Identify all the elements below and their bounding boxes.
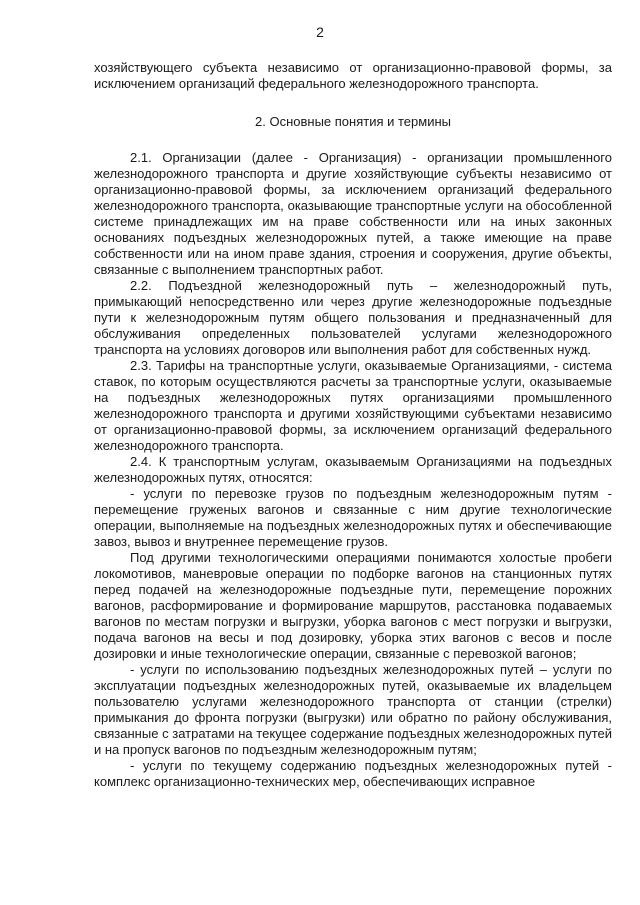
list-item-track-usage: - услуги по использованию подъездных железнодорожных путей – услуги по эксплуатации подъездных железнодорожных путей, оказываемые их владельцем пользователю услугами железнодорожного транспорта от станции (стрелки) примыкания до фронта погрузки (выгрузки) или обратно по району обслуживания, связанные с затратами на текущее содержание подъездных железнодорожных путей и на пропуск вагонов по подъездным железнодорожным путям; (94, 662, 612, 757)
continuation-paragraph: хозяйствующего субъекта независимо от организационно-правовой формы, за исключением организаций федерального железнодорожного транспорта. (94, 60, 612, 91)
page-number: 2 (316, 24, 324, 40)
list-item-track-maintenance: - услуги по текущему содержанию подъездных железнодорожных путей - комплекс организационно-технических мер, обеспечивающих исправное (94, 758, 612, 789)
paragraph-technological-operations: Под другими технологическими операциями понимаются холостые пробеги локомотивов, маневровые операции по подборке вагонов на станционных путях перед подачей на железнодорожные подъездные пути, перемещение порожних вагонов, расформирование и формирование маршрутов, расстановка подаваемых вагонов по местам погрузки и выгрузки, уборка вагонов с мест погрузки и выгрузки, подача вагонов на весы и под дозировку, уборка этих вагонов с весов и после дозировки и иные технологические операции, связанные с перевозкой вагонов; (94, 550, 612, 661)
paragraph-2-2: 2.2. Подъездной железнодорожный путь – железнодорожный путь, примыкающий непосредственно или через другие железнодорожные подъездные пути к железнодорожным путям общего пользования и предназначенный для обслуживания определенных пользователей услугами железнодорожного транспорта на условиях договоров или выполнения работ для собственных нужд. (94, 278, 612, 357)
document-body (94, 60, 612, 790)
paragraph-2-3: 2.3. Тарифы на транспортные услуги, оказываемые Организациями, - система ставок, по которым осуществляются расчеты за транспортные услуги, оказываемые на подъездных железнодорожных путях организациями промышленного железнодорожного транспорта и другими хозяйствующими субъектами независимо от организационно-правовой формы, за исключением организаций федерального железнодорожного транспорта. (94, 358, 612, 453)
paragraph-2-4: 2.4. К транспортным услугам, оказываемым Организациями на подъездных железнодорожных путях, относятся: (94, 454, 612, 485)
paragraph-2-1: 2.1. Организации (далее - Организация) - организации промышленного железнодорожного транспорта и другие хозяйствующие субъекты независимо от организационно-правовой формы, за исключением организаций федерального железнодорожного транспорта, оказывающие транспортные услуги на обособленной системе принадлежащих им на праве собственности или на иных законных основаниях подъездных железнодорожных путей, а также имеющие на праве собственности или на ином праве здания, строения и сооружения, другие объекты, связанные с выполнением транспортных работ. (94, 150, 612, 277)
list-item-cargo-transport: - услуги по перевозке грузов по подъездным железнодорожным путям - перемещение груженых вагонов и связанные с ним другие технологические операции, выполняемые на подъездных железнодорожных путях и обеспечивающие завоз, вывоз и внутреннее перемещение грузов. (94, 486, 612, 549)
section-heading: 2. Основные понятия и термины (255, 114, 451, 129)
